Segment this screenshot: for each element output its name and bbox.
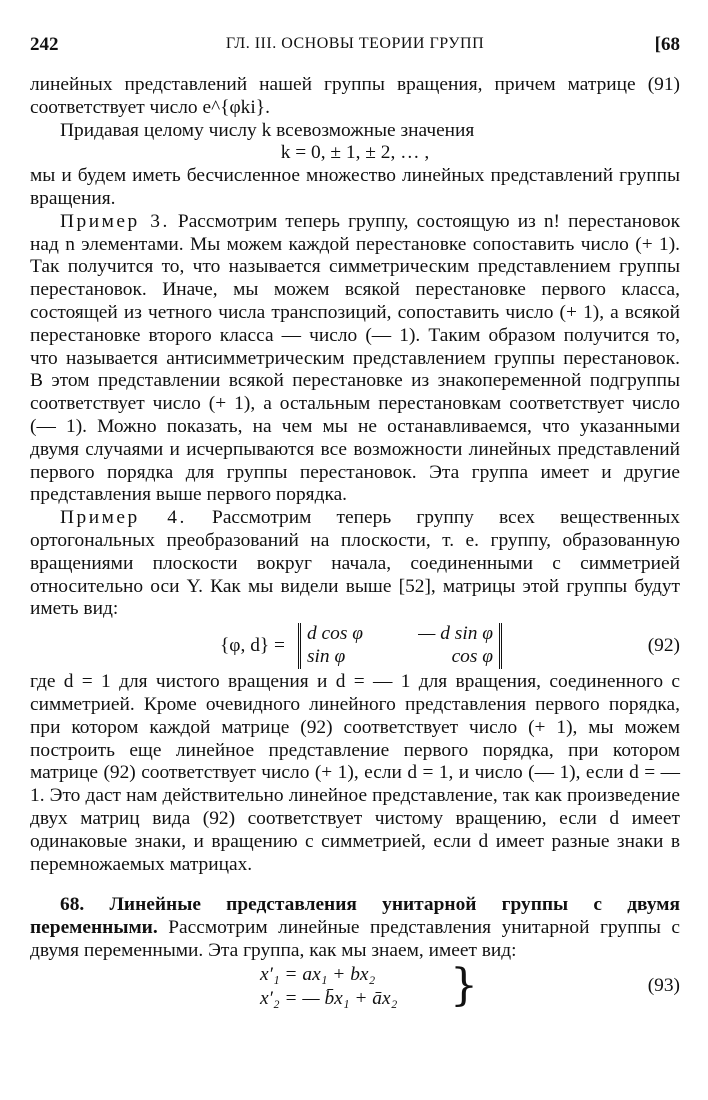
eq93-line-1: x′₁ = ax₁ + bx₂ [260, 963, 376, 985]
example-3 [30, 211, 680, 507]
section-68-title: 68. Линейные представления унитарной группы с двумя переменными. [30, 894, 680, 939]
eq92-m21: sin φ [307, 646, 346, 668]
section-number: [68 [654, 34, 680, 55]
eq93-line-2: x′₂ = — b̄x₁ + āx₂ [260, 987, 398, 1009]
equation-93 [30, 959, 680, 1013]
section-68 [30, 894, 680, 962]
eq93-lines [260, 963, 397, 1011]
page-number: 242 [30, 34, 59, 55]
main-text [30, 74, 680, 1013]
paragraph-after-92: где d = 1 для чистого вращения и d = — 1 для вращения, соединенного с симметрией. Кроме очевидного линейного представления первого порядка, при котором каждой матрице (92) соответствует число (+ 1), мы можем построить еще линейное представление первого порядка, при котором матрице (92) соответствует число (+ 1), если d = 1, и число (— 1), если d = — 1. Это даст нам действительно линейное представление, так как произведение двух матриц вида (92) соответствует чистому вращению, если d имеет одинаковые знаки, и вращению с симметрией, если d имеет разные знаки в перемножаемых матрицах. [30, 671, 680, 875]
section-gap [30, 876, 680, 894]
running-header [30, 34, 680, 58]
eq93-number: (93) [647, 974, 680, 996]
eq92-m11: d cos φ [307, 623, 363, 645]
eq92-m12: — d sin φ [418, 623, 493, 645]
example-3-text: Рассмотрим теперь группу, состоящую из n! перестановок над n элементами. Мы можем каждой перестановке сопоставить число (+ 1). Так получится то, что называется симметрическим представлением группы перестановок. Иначе, мы можем всякой перестановке первого класса, состоящей из четного числа транспозиций, сопоставить число (+ 1), а всякой перестановке второго класса — число (— 1). Таким образом получится то, что называется антисимметрическим представлением группы перестановок. В этом представлении всякой перестановке из знакопеременной подгруппы соответствует число (+ 1), а остальным перестановкам соответствует число (— 1). Можно показать, на чем мы не останавливаемся, что указанными двумя случаями и исчерпываются все возможности линейных представлений первого порядка для группы перестановок. Эта группа имеет и другие представления выше первого порядка. [30, 210, 680, 506]
paragraph-1: линейных представлений нашей группы вращения, причем матрице (91) соответствует число e^{φki}. [30, 74, 680, 118]
formula-k-values: k = 0, ± 1, ± 2, … , [280, 142, 430, 164]
equation-92 [30, 623, 680, 669]
example-4 [30, 507, 680, 621]
eq92-lhs: {φ, d} = [220, 635, 285, 657]
example-3-label: Пример 3. [60, 210, 170, 232]
chapter-title: ГЛ. III. ОСНОВЫ ТЕОРИИ ГРУПП [225, 35, 485, 52]
eq92-m22: cos φ [451, 646, 493, 668]
eq92-matrix [298, 623, 502, 669]
paragraph-2: Придавая целому числу k всевозможные значения [60, 119, 475, 141]
paragraph-3: мы и будем иметь бесчисленное множество линейных представлений группы вращения. [30, 165, 680, 209]
example-4-label: Пример 4. [60, 507, 187, 529]
eq93-brace: } [450, 959, 478, 1011]
example-4-text: Рассмотрим теперь группу всех вещественных ортогональных преобразований на плоскости, т. е. группу, образованную вращениями плоскости вокруг начала, соединенными с симметрией относительно оси Y. Как мы видели выше [52], матрицы этой группы будут иметь вид: [30, 507, 680, 620]
eq92-number: (92) [647, 635, 680, 657]
section-68-text: Рассмотрим линейные представления унитарной группы с двумя переменными. Эта группа, как мы знаем, имеет вид: [30, 917, 680, 961]
